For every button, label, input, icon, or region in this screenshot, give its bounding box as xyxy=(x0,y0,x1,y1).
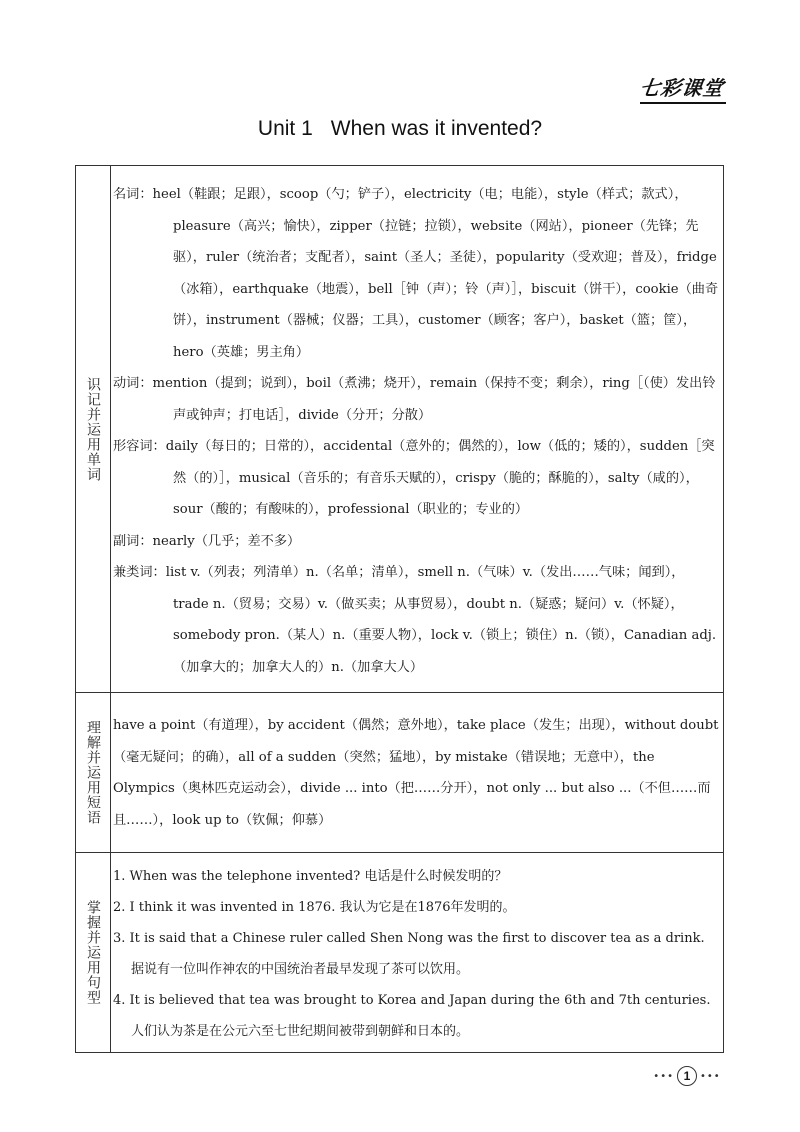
unit-number: Unit 1 xyxy=(257,117,313,140)
multi-class-words-paragraph: 兼类词：list v.（列表；列清单）n.（名单；清单），smell n.（气味）v.（发出……气味；闻到），trade n.（贸易；交易）v.（做买卖；从事贸易），doubt n.（疑惑；疑问）v.（怀疑），somebody pron.（某人）n.（重要人物），lock v.（锁上；锁住）n.（锁），Canadian adj.（加拿大的；加拿大人的）n.（加拿大人） xyxy=(113,565,717,675)
page-title xyxy=(0,117,800,141)
phrases-text: have a point（有道理），by accident（偶然；意外地），take place（发生；出现），without doubt（毫无疑问；的确），all of a sudden（突然；猛地），by mistake（错误地；无意中），the Olympics（奥林匹克运动会），divide ... into（把……分开），not only ... but also ...（不但……而且……），look up to（钦佩；仰慕） xyxy=(113,718,719,828)
page-number xyxy=(652,1066,722,1086)
sentences-section xyxy=(76,853,723,1052)
phrases-section xyxy=(76,693,723,853)
brand-text: 七彩课堂 xyxy=(638,76,726,100)
adjectives-paragraph: 形容词：daily（每日的；日常的），accidental（意外的；偶然的），low（低的；矮的），sudden［突然（的）］，musical（音乐的；有音乐天赋的），crispy（脆的；酥脆的），salty（咸的），sour（酸的；有酸味的），professional（职业的；专业的） xyxy=(113,439,715,517)
sentences-section-label: 掌握并运用句型 xyxy=(76,853,111,1052)
sentence-item: 2. I think it was invented in 1876. 我认为它是在1876年发明的。 xyxy=(113,900,516,915)
phrases-section-label: 理解并运用短语 xyxy=(76,693,111,852)
brand-logo xyxy=(640,72,732,102)
sentence-item: 3. It is said that a Chinese ruler called Shen Nong was the first to discover tea as a drink. 据说有一位叫作神农的中国统治者最早发现了茶可以饮用。 xyxy=(113,931,705,977)
unit-title: When was it invented? xyxy=(330,117,543,140)
nouns-paragraph: 名词：heel（鞋跟；足跟），scoop（勺；铲子），electricity（电；电能），style（样式；款式），pleasure（高兴；愉快），zipper（拉链；拉锁），website（网站），pioneer（先锋；先驱），ruler（统治者；支配者），saint（圣人；圣徒），popularity（受欢迎；普及），fridge（冰箱），earthquake（地震），bell［钟（声）；铃（声）］，biscuit（饼干），cookie（曲奇饼），instrument（器械；仪器；工具），customer（顾客；客户），basket（篮；筐），hero（英雄；男主角） xyxy=(113,187,719,360)
page-dots-left: ••• xyxy=(653,1070,674,1082)
sentences-section-body xyxy=(113,853,719,1052)
sentence-item: 4. It is believed that tea was brought to Korea and Japan during the 6th and 7th centuries. 人们认为茶是在公元六至七世纪期间被带到朝鲜和日本的。 xyxy=(113,993,711,1039)
page-dots-right: ••• xyxy=(700,1070,721,1082)
page-number-circle: 1 xyxy=(677,1066,697,1086)
phrases-section-body xyxy=(113,693,719,852)
brand-underline xyxy=(640,102,726,104)
vocabulary-table xyxy=(75,165,724,1053)
verbs-paragraph: 动词：mention（提到；说到），boil（煮沸；烧开），remain（保持不变；剩余），ring［（使）发出铃声或钟声；打电话］，divide（分开；分散） xyxy=(113,376,716,423)
adverbs-paragraph: 副词：nearly（几乎；差不多） xyxy=(113,533,301,549)
words-section xyxy=(76,166,723,693)
sentence-item: 1. When was the telephone invented? 电话是什么时候发明的？ xyxy=(113,869,508,884)
words-section-body xyxy=(113,166,719,692)
words-section-label: 识记并运用单词 xyxy=(76,166,111,692)
